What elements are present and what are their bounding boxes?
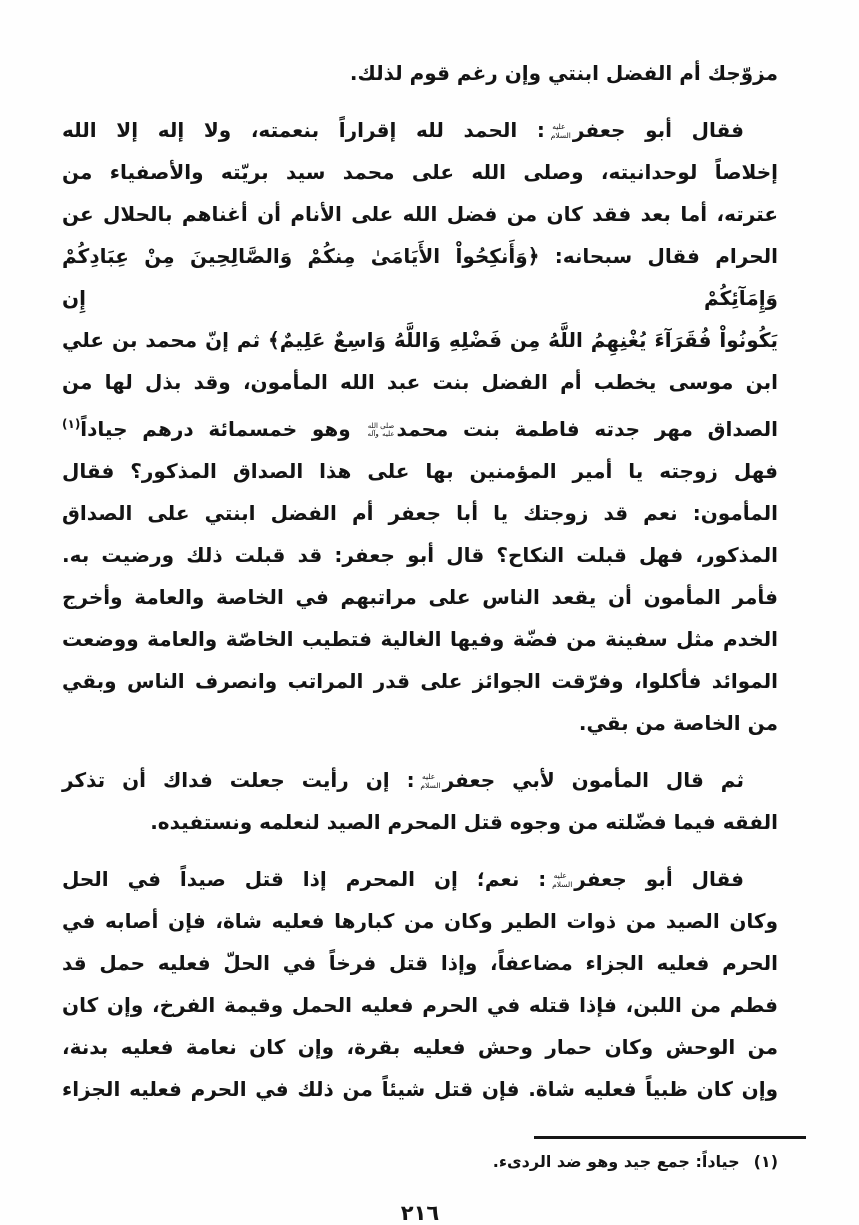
footnote-section <box>62 1136 778 1177</box>
footnote <box>62 1147 778 1177</box>
line-text: الصداق مهر جدته فاطمة بنت محمد <box>396 417 778 441</box>
paragraph <box>62 759 778 843</box>
text-line: وكان الصيد من ذوات الطير وكان من كبارها فعليه شاة، فإن أصابه في <box>62 909 778 933</box>
line-text: ثم قال المأمون لأبي جعفر <box>442 768 744 792</box>
text-line: الحرم فعليه الجزاء مضاعفاً، وإذا قتل فرخاً في الحلّ فعليه حمل قد <box>62 951 778 975</box>
text-line <box>62 109 778 151</box>
paragraph <box>62 858 778 1110</box>
text-line: فأمر المأمون أن يقعد الناس على مراتبهم في الخاصة والعامة وأخرج <box>62 585 778 609</box>
quran-verse-line: يَكُونُواْ فُقَرَآءَ يُغْنِهِمُ اللَّهُ مِن فَضْلِهِ وَاللَّهُ وَاسِعٌ عَلِيمٌ﴾ ثم إنّ محمد بن علي <box>62 328 778 352</box>
alayhis-salam-icon: عليه السلام <box>552 871 573 889</box>
text-line: الموائد فأكلوا، وفرّقت الجوائز على قدر المراتب وانصرف الناس وبقي <box>62 669 778 693</box>
text-line: فهل زوجته يا أمير المؤمنين بها على هذا الصداق المذكور؟ فقال <box>62 459 778 483</box>
body-text-block <box>62 52 778 1110</box>
text-line: المأمون: نعم قد زوجتك يا أبا جعفر أم الفضل ابنتي على الصداق <box>62 501 778 525</box>
text-line <box>62 858 778 900</box>
line-text: : الحمد لله إقراراً بنعمته، ولا إله إلا الله <box>62 118 545 142</box>
page-number: ٢١٦ <box>400 1201 440 1225</box>
line-text: وهو خمسمائة درهم جياداً <box>80 417 366 441</box>
line-text: : إن رأيت جعلت فداك أن تذكر <box>62 768 415 792</box>
quran-verse-line: الحرام فقال سبحانه: ﴿وَأَنكِحُواْ الأَيَامَىٰ مِنكُمْ وَالصَّالِحِينَ مِنْ عِبَادِكُمْ وَإِمَآئِكُمْ إِن <box>62 244 778 310</box>
text-line: عترته، أما بعد فقد كان من فضل الله على الأنام أن أغناهم بالحلال عن <box>62 202 778 226</box>
text-line <box>62 759 778 801</box>
text-line: مزوّجك أم الفضل ابنتي وإن رغم قوم لذلك. <box>349 61 778 85</box>
line-text: فقال أبو جعفر <box>574 867 744 891</box>
text-line: ابن موسى يخطب أم الفضل بنت عبد الله المأمون، وقد بذل لها من <box>62 370 778 394</box>
text-line: من الوحش وكان حمار وحش فعليه بقرة، وإن كان نعامة فعليه بدنة، <box>62 1035 778 1059</box>
text-line: الخدم مثل سفينة من فضّة وفيها الغالية فتطيب الخاصّة والعامة ووضعت <box>62 627 778 651</box>
alayhis-salam-icon: عليه السلام <box>550 122 571 140</box>
sallallahu-alayhi-icon: صلى الله عليه وآله <box>367 421 395 438</box>
line-text: : نعم؛ إن المحرم إذا قتل صيداً في الحل <box>62 867 547 891</box>
paragraph <box>62 52 778 94</box>
footnote-text: جياداً: جمع جيد وهو ضد الردىء. <box>492 1152 740 1171</box>
text-line: المذكور، فهل قبلت النكاح؟ قال أبو جعفر: قد قبلت ذلك ورضيت به. <box>62 543 778 567</box>
alayhis-salam-icon: عليه السلام <box>420 772 441 790</box>
text-line: الفقه فيما فضّلته من وجوه قتل المحرم الصيد لنعلمه ونستفيده. <box>150 810 778 834</box>
text-line: وإن كان ظبياً فعليه شاة. فإن قتل شيئاً من ذلك في الحرم فعليه الجزاء <box>62 1077 778 1101</box>
line-text: فقال أبو جعفر <box>572 118 744 142</box>
footnote-marker: (١) <box>753 1152 778 1171</box>
text-line: فطم من اللبن، فإذا قتله في الحرم فعليه الحمل وقيمة الفرخ، وإن كان <box>62 993 778 1017</box>
text-line <box>62 403 778 450</box>
footnote-reference: (١) <box>62 417 81 431</box>
text-line: من الخاصة من بقي. <box>578 711 778 735</box>
text-line: إخلاصاً لوحدانيته، وصلى الله على محمد سيد بريّته والأصفياء من <box>62 160 778 184</box>
footnote-divider <box>534 1136 806 1139</box>
paragraph <box>62 109 778 744</box>
